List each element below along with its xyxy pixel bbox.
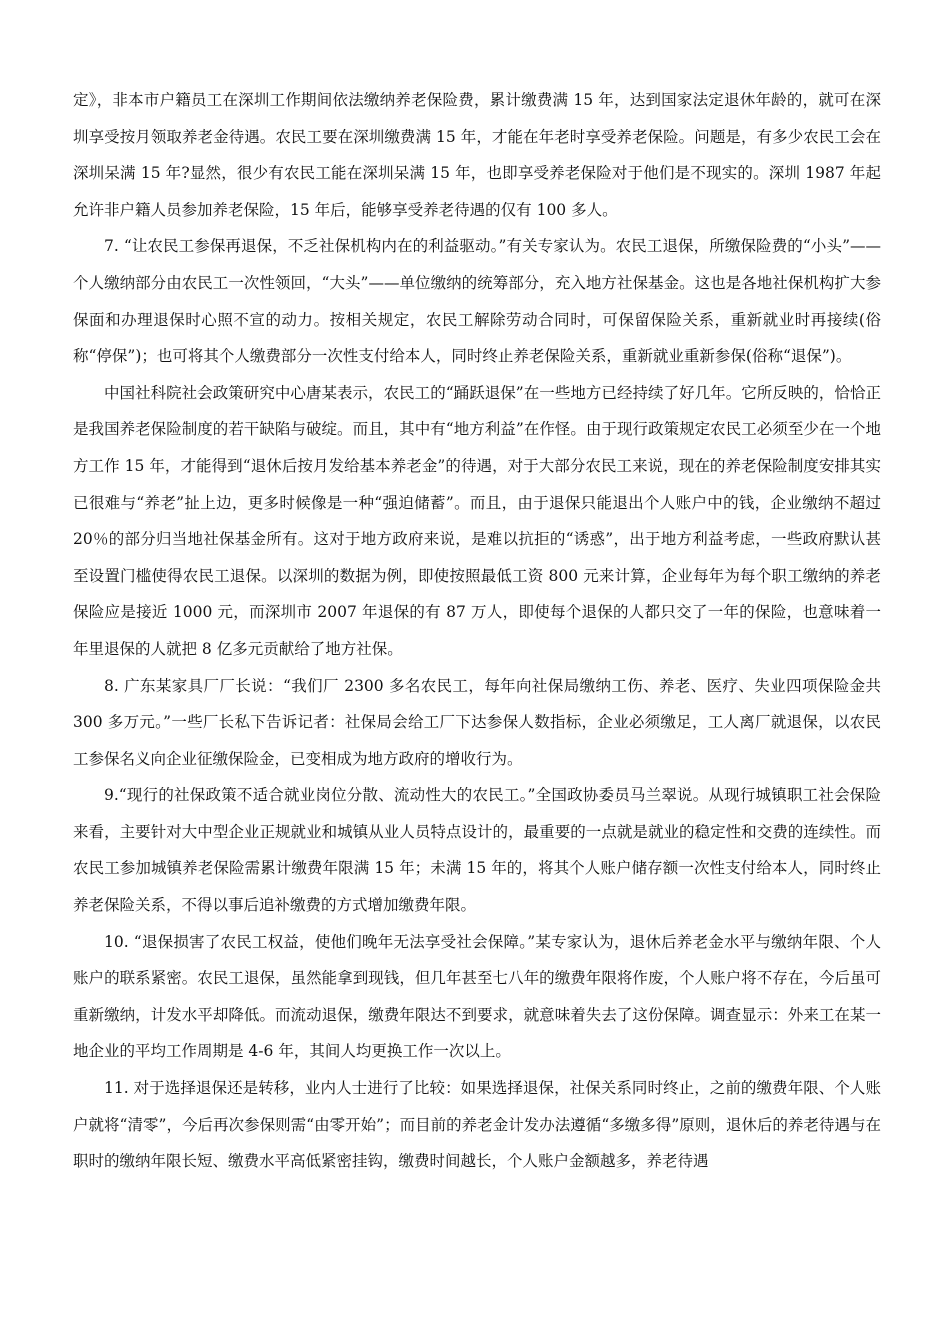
paragraph-cass-comment: 中国社科院社会政策研究中心唐某表示，农民工的“踊跃退保”在一些地方已经持续了好几年。它所反映的，恰恰正是我国养老保险制度的若干缺陷与破绽。而且，其中有“地方利益”在作怪。由于现行政策规定农民工必须至少在一个地方工作 15 年，才能得到“退休后按月发给基本养老金”的待遇，对于大部分农民工来说，现在的养老保险制度安排其实已很难与“养老”扯上边，更多时候像是一种“强迫储蓄”。而且，由于退保只能退出个人账户中的钱，企业缴纳不超过 20％的部分归当地社保基金所有。这对于地方政府来说，是难以抗拒的“诱惑”，出于地方利益考虑，一些政府默认甚至设置门槛使得农民工退保。以深圳的数据为例，即使按照最低工资 800 元来计算，企业每年为每个职工缴纳的养老保险应是接近 1000 元，而深圳市 2007 年退保的有 87 万人，即使每个退保的人都只交了一年的保险，也意味着一年里退保的人就把 8 亿多元贡献给了地方社保。 xyxy=(73,383,881,658)
paragraph-10: 10. “退保损害了农民工权益，使他们晚年无法享受社会保障。”某专家认为，退休后养老金水平与缴纳年限、个人账户的联系紧密。农民工退保，虽然能拿到现钱，但几年甚至七八年的缴费年限将作废，个人账户将不存在，今后虽可重新缴纳，计发水平却降低。而流动退保，缴费年限达不到要求，就意味着失去了这份保障。调查显示：外来工在某一地企业的平均工作周期是 4-6 年，其间人均更换工作一次以上。 xyxy=(73,932,881,1061)
document-body xyxy=(73,82,881,1180)
paragraph-8: 8. 广东某家具厂厂长说：“我们厂 2300 多名农民工，每年向社保局缴纳工伤、养老、医疗、失业四项保险金共 300 多万元。”一些厂长私下告诉记者：社保局会给工厂下达参保人数指标，企业必须缴足，工人离厂就退保，以农民工参保名义向企业征缴保险金，已变相成为地方政府的增收行为。 xyxy=(73,676,881,768)
paragraph-7: 7. “让农民工参保再退保，不乏社保机构内在的利益驱动。”有关专家认为。农民工退保，所缴保险费的“小头”——个人缴纳部分由农民工一次性领回，“大头”——单位缴纳的统筹部分，充入地方社保基金。这也是各地社保机构扩大参保面和办理退保时心照不宣的动力。按相关规定，农民工解除劳动合同时，可保留保险关系，重新就业时再接续(俗称“停保”)；也可将其个人缴费部分一次性支付给本人，同时终止养老保险关系，重新就业重新参保(俗称“退保”)。 xyxy=(73,237,881,366)
paragraph-9: 9.“现行的社保政策不适合就业岗位分散、流动性大的农民工。”全国政协委员马兰翠说。从现行城镇职工社会保险来看，主要针对大中型企业正规就业和城镇从业人员特点设计的，最重要的一点就是就业的稳定性和交费的连续性。而农民工参加城镇养老保险需累计缴费年限满 15 年；未满 15 年的，将其个人账户储存额一次性支付给本人，同时终止养老保险关系，不得以事后追补缴费的方式增加缴费年限。 xyxy=(73,786,881,915)
paragraph-continuation: 定》，非本市户籍员工在深圳工作期间依法缴纳养老保险费，累计缴费满 15 年，达到国家法定退休年龄的，就可在深圳享受按月领取养老金待遇。农民工要在深圳缴费满 15 年，才能在年老时享受养老保险。问题是，有多少农民工会在深圳呆满 15 年?显然，很少有农民工能在深圳呆满 15 年，也即享受养老保险对于他们是不现实的。深圳 1987 年起允许非户籍人员参加养老保险，15 年后，能够享受养老待遇的仅有 100 多人。 xyxy=(73,91,881,219)
paragraph-11: 11. 对于选择退保还是转移，业内人士进行了比较：如果选择退保，社保关系同时终止，之前的缴费年限、个人账户就将“清零”，今后再次参保则需“由零开始”；而目前的养老金计发办法遵循“多缴多得”原则，退休后的养老待遇与在职时的缴纳年限长短、缴费水平高低紧密挂钩，缴费时间越长，个人账户金额越多，养老待遇 xyxy=(73,1079,881,1171)
